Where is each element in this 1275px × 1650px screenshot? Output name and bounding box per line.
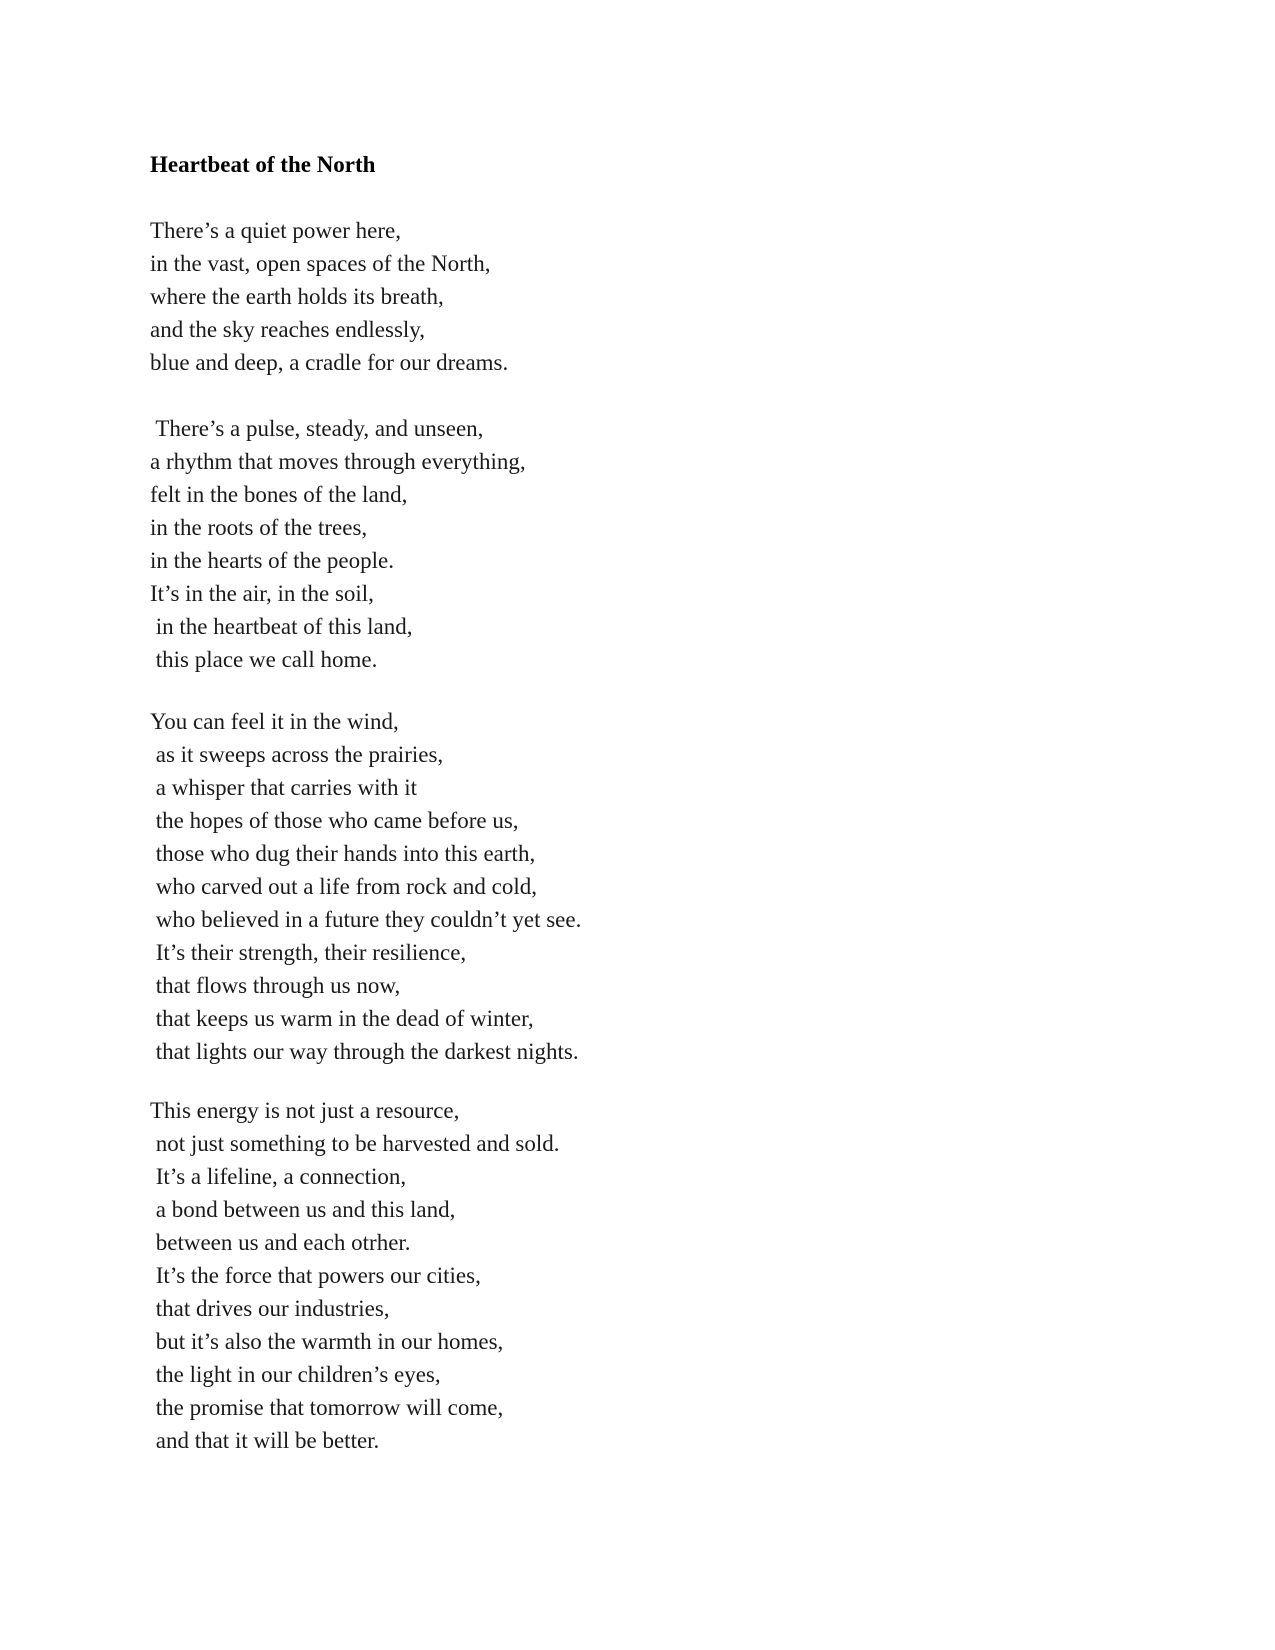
poem-title: Heartbeat of the North: [150, 152, 376, 177]
poem-line: There’s a pulse, steady, and unseen,: [150, 416, 484, 441]
stanza: [150, 412, 526, 676]
poem-line: a rhythm that moves through everything,: [150, 449, 526, 474]
poem-line: It’s in the air, in the soil,: [150, 581, 374, 606]
poem-line: a bond between us and this land,: [150, 1197, 456, 1222]
poem-line: in the roots of the trees,: [150, 515, 368, 540]
poem-line: this place we call home.: [150, 647, 378, 672]
poem-line: the light in our children’s eyes,: [150, 1362, 441, 1387]
poem-line: that flows through us now,: [150, 973, 401, 998]
poem-line: that lights our way through the darkest nights.: [150, 1039, 579, 1064]
poem-line: This energy is not just a resource,: [150, 1098, 460, 1123]
poem-line: the promise that tomorrow will come,: [150, 1395, 504, 1420]
poem-line: not just something to be harvested and sold.: [150, 1131, 560, 1156]
poem-line: blue and deep, a cradle for our dreams.: [150, 350, 509, 375]
stanza: [150, 214, 508, 379]
poem-line: where the earth holds its breath,: [150, 284, 444, 309]
poem-line: that keeps us warm in the dead of winter,: [150, 1006, 534, 1031]
poem-line: that drives our industries,: [150, 1296, 390, 1321]
poem-line: and that it will be better.: [150, 1428, 380, 1453]
poem-line: between us and each otrher.: [150, 1230, 411, 1255]
poem-line: who believed in a future they couldn’t yet see.: [150, 907, 582, 932]
poem-line: There’s a quiet power here,: [150, 218, 401, 243]
poem-line: those who dug their hands into this earth,: [150, 841, 536, 866]
poem-line: in the vast, open spaces of the North,: [150, 251, 491, 276]
poem-line: It’s the force that powers our cities,: [150, 1263, 481, 1288]
poem-line: the hopes of those who came before us,: [150, 808, 519, 833]
poem-line: in the heartbeat of this land,: [150, 614, 413, 639]
poem-line: and the sky reaches endlessly,: [150, 317, 426, 342]
poem-line: as it sweeps across the prairies,: [150, 742, 444, 767]
poem-line: a whisper that carries with it: [150, 775, 417, 800]
poem-line: felt in the bones of the land,: [150, 482, 408, 507]
poem-line: who carved out a life from rock and cold,: [150, 874, 538, 899]
stanza: [150, 1094, 559, 1457]
stanza: [150, 705, 581, 1068]
poem-line: but it’s also the warmth in our homes,: [150, 1329, 504, 1354]
poem-line: It’s a lifeline, a connection,: [150, 1164, 407, 1189]
poem-line: It’s their strength, their resilience,: [150, 940, 467, 965]
poem-line: in the hearts of the people.: [150, 548, 394, 573]
poem-line: You can feel it in the wind,: [150, 709, 399, 734]
